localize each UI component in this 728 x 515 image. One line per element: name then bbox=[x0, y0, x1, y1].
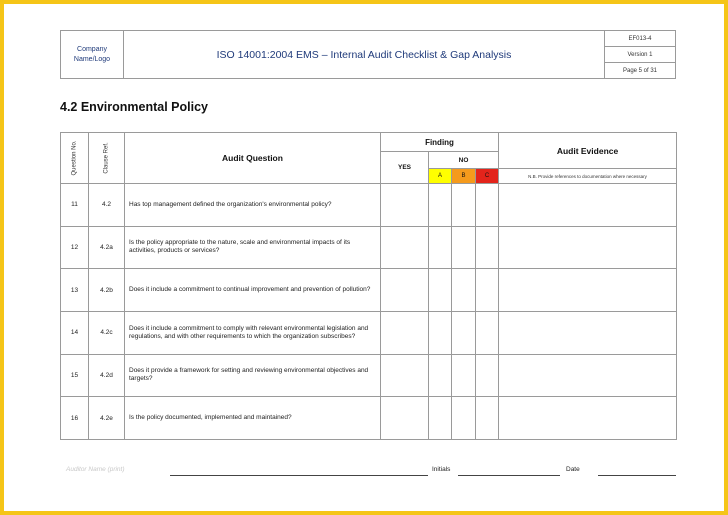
table-row bbox=[61, 269, 677, 312]
question-number: 14 bbox=[61, 311, 89, 354]
evidence-note: N.B. Provide references to documentation where necessary bbox=[499, 169, 677, 184]
grade-a-cell[interactable] bbox=[429, 184, 452, 227]
grade-a-cell[interactable] bbox=[429, 226, 452, 269]
question-number: 11 bbox=[61, 184, 89, 227]
audit-question: Is the policy documented, implemented and maintained? bbox=[125, 397, 381, 440]
initials-line[interactable] bbox=[458, 475, 560, 476]
page-number: Page 5 of 31 bbox=[605, 63, 676, 79]
clause-ref-header bbox=[89, 133, 125, 184]
table-row bbox=[61, 397, 677, 440]
audit-checklist-page bbox=[4, 4, 724, 511]
grade-c-cell[interactable] bbox=[476, 269, 499, 312]
grade-c-cell[interactable] bbox=[476, 354, 499, 397]
audit-question: Is the policy appropriate to the nature, scale and environmental impacts of its activities, products or services? bbox=[125, 226, 381, 269]
audit-evidence-cell[interactable] bbox=[499, 311, 677, 354]
audit-question: Has top management defined the organization's environmental policy? bbox=[125, 184, 381, 227]
document-code: EF013-4 bbox=[605, 31, 676, 47]
grade-b-cell[interactable] bbox=[452, 269, 476, 312]
finding-header: Finding bbox=[381, 133, 499, 152]
grade-c-cell[interactable] bbox=[476, 184, 499, 227]
clause-reference: 4.2c bbox=[89, 311, 125, 354]
audit-question: Does it include a commitment to comply with relevant environmental legislation and regulations, and with other requirements to which the organization subscribes? bbox=[125, 311, 381, 354]
clause-reference: 4.2d bbox=[89, 354, 125, 397]
table-row bbox=[61, 354, 677, 397]
grade-b-cell[interactable] bbox=[452, 184, 476, 227]
yes-cell[interactable] bbox=[381, 226, 429, 269]
audit-evidence-cell[interactable] bbox=[499, 269, 677, 312]
grade-c-header: C bbox=[476, 169, 499, 184]
question-no-header bbox=[61, 133, 89, 184]
grade-c-cell[interactable] bbox=[476, 226, 499, 269]
grade-a-cell[interactable] bbox=[429, 354, 452, 397]
audit-question: Does it include a commitment to continual improvement and prevention of pollution? bbox=[125, 269, 381, 312]
clause-reference: 4.2a bbox=[89, 226, 125, 269]
audit-evidence-cell[interactable] bbox=[499, 354, 677, 397]
section-title: 4.2 Environmental Policy bbox=[60, 100, 208, 114]
yes-header: YES bbox=[381, 152, 429, 184]
grade-a-cell[interactable] bbox=[429, 397, 452, 440]
audit-question: Does it provide a framework for setting and reviewing environmental objectives and targets? bbox=[125, 354, 381, 397]
table-row bbox=[61, 184, 677, 227]
grade-a-header: A bbox=[429, 169, 452, 184]
date-label: Date bbox=[566, 466, 580, 473]
document-title: ISO 14001:2004 EMS – Internal Audit Checklist & Gap Analysis bbox=[124, 31, 605, 79]
audit-evidence-cell[interactable] bbox=[499, 184, 677, 227]
grade-c-cell[interactable] bbox=[476, 311, 499, 354]
no-header: NO bbox=[429, 152, 499, 169]
grade-a-cell[interactable] bbox=[429, 269, 452, 312]
grade-a-cell[interactable] bbox=[429, 311, 452, 354]
yes-cell[interactable] bbox=[381, 354, 429, 397]
grade-c-cell[interactable] bbox=[476, 397, 499, 440]
question-number: 13 bbox=[61, 269, 89, 312]
yes-cell[interactable] bbox=[381, 184, 429, 227]
document-version: Version 1 bbox=[605, 47, 676, 63]
initials-label: Initials bbox=[432, 466, 451, 473]
company-logo-placeholder: Company Name/Logo bbox=[61, 31, 124, 79]
question-number: 12 bbox=[61, 226, 89, 269]
grade-b-header: B bbox=[452, 169, 476, 184]
clause-reference: 4.2 bbox=[89, 184, 125, 227]
document-header bbox=[60, 30, 676, 79]
audit-evidence-header: Audit Evidence bbox=[499, 133, 677, 169]
audit-evidence-cell[interactable] bbox=[499, 226, 677, 269]
grade-b-cell[interactable] bbox=[452, 311, 476, 354]
signature-footer bbox=[60, 466, 676, 478]
grade-b-cell[interactable] bbox=[452, 226, 476, 269]
audit-question-header: Audit Question bbox=[125, 133, 381, 184]
table-row bbox=[61, 311, 677, 354]
question-no-header-label: Question No. bbox=[71, 140, 77, 176]
grade-b-cell[interactable] bbox=[452, 397, 476, 440]
question-number: 15 bbox=[61, 354, 89, 397]
clause-reference: 4.2b bbox=[89, 269, 125, 312]
question-number: 16 bbox=[61, 397, 89, 440]
date-line[interactable] bbox=[598, 475, 676, 476]
auditor-name-line[interactable] bbox=[170, 475, 428, 476]
clause-reference: 4.2e bbox=[89, 397, 125, 440]
auditor-name-label: Auditor Name (print) bbox=[66, 466, 125, 473]
audit-checklist-table bbox=[60, 132, 677, 440]
yes-cell[interactable] bbox=[381, 311, 429, 354]
grade-b-cell[interactable] bbox=[452, 354, 476, 397]
yes-cell[interactable] bbox=[381, 397, 429, 440]
audit-evidence-cell[interactable] bbox=[499, 397, 677, 440]
table-row bbox=[61, 226, 677, 269]
clause-ref-header-label: Clause Ref. bbox=[103, 142, 109, 174]
yes-cell[interactable] bbox=[381, 269, 429, 312]
